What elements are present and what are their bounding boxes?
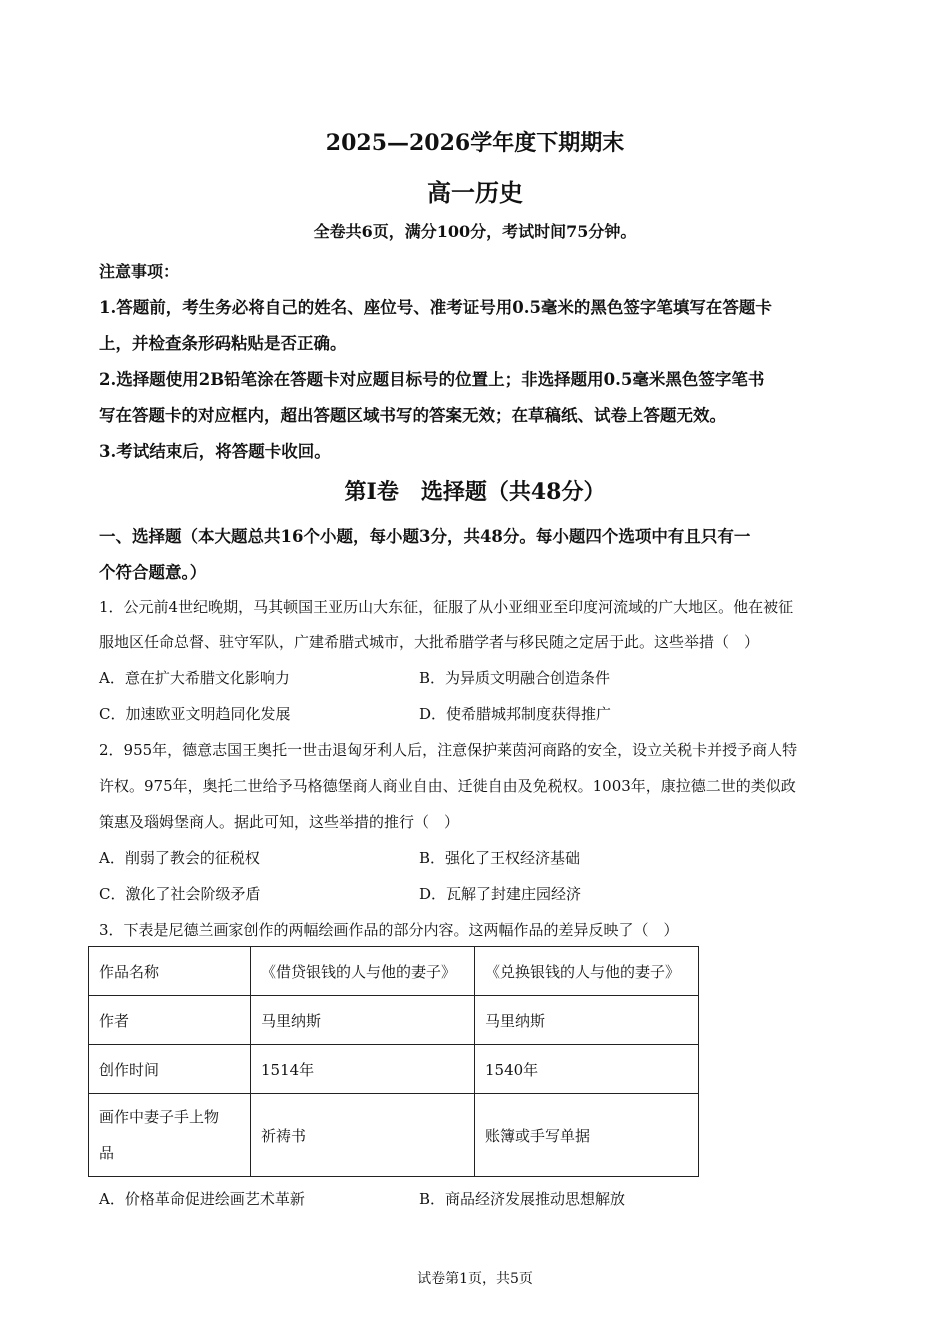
exam-subject: 高一历史 bbox=[427, 178, 523, 207]
table-cell-label-line-1: 画作中妻子手上物 bbox=[99, 1108, 220, 1126]
notes-heading: 注意事项： bbox=[99, 262, 180, 281]
q1-option-c: C．加速欧亚文明趋同化发展 bbox=[99, 705, 291, 723]
page-footer: 试卷第1页，共5页 bbox=[417, 1271, 533, 1287]
exam-title: 2025—2026学年度下期期末 bbox=[325, 130, 625, 156]
table-cell: 创作时间 bbox=[89, 1045, 251, 1094]
table-cell: 《兑换银钱的人与他的妻子》 bbox=[475, 947, 699, 996]
table-cell: 账簿或手写单据 bbox=[475, 1094, 699, 1177]
table-cell: 1514年 bbox=[251, 1045, 475, 1094]
q1-stem-2: 服地区任命总督、驻守军队，广建希腊式城市，大批希腊学者与移民随之定居于此。这些举措（ ） bbox=[99, 633, 760, 651]
exam-info: 全卷共6页，满分100分，考试时间75分钟。 bbox=[313, 222, 637, 241]
notes-line-5: 3.考试结束后，将答题卡收回。 bbox=[99, 442, 331, 461]
table-row bbox=[89, 1045, 699, 1094]
q2-option-c: C．激化了社会阶级矛盾 bbox=[99, 885, 261, 903]
table-cell: 祈祷书 bbox=[251, 1094, 475, 1177]
q1-stem-1: 1．公元前4世纪晚期，马其顿国王亚历山大东征，征服了从小亚细亚至印度河流域的广大地区。他在被征 bbox=[99, 598, 794, 616]
artwork-table bbox=[88, 946, 699, 1177]
notes-line-2: 上，并检查条形码粘贴是否正确。 bbox=[99, 334, 347, 353]
table-cell: 作者 bbox=[89, 996, 251, 1045]
q2-option-d: D．瓦解了封建庄园经济 bbox=[419, 885, 582, 903]
q2-stem-2: 许权。975年，奥托二世给予马格德堡商人商业自由、迁徙自由及免税权。1003年，康拉德二世的类似政 bbox=[99, 777, 796, 795]
table-row bbox=[89, 1094, 699, 1177]
table-cell: 1540年 bbox=[475, 1045, 699, 1094]
section-intro-2: 个符合题意。） bbox=[99, 563, 207, 582]
q3-stem-1: 3．下表是尼德兰画家创作的两幅绘画作品的部分内容。这两幅作品的差异反映了（ ） bbox=[99, 921, 679, 939]
table-cell bbox=[89, 1094, 251, 1177]
notes-line-4: 写在答题卡的对应框内，超出答题区域书写的答案无效；在草稿纸、试卷上答题无效。 bbox=[99, 406, 726, 425]
notes-line-1: 1.答题前，考生务必将自己的姓名、座位号、准考证号用0.5毫米的黑色签字笔填写在答题卡 bbox=[99, 298, 772, 317]
q3-option-a: A．价格革命促进绘画艺术革新 bbox=[99, 1190, 305, 1208]
table-row bbox=[89, 996, 699, 1045]
q1-option-a: A．意在扩大希腊文化影响力 bbox=[99, 669, 290, 687]
section-title: 第Ⅰ卷 选择题（共48分） bbox=[344, 479, 606, 505]
q1-option-b: B．为异质文明融合创造条件 bbox=[419, 669, 611, 687]
q1-option-d: D．使希腊城邦制度获得推广 bbox=[419, 705, 612, 723]
table-cell: 马里纳斯 bbox=[251, 996, 475, 1045]
table-cell: 马里纳斯 bbox=[475, 996, 699, 1045]
table-cell: 《借贷银钱的人与他的妻子》 bbox=[251, 947, 475, 996]
q2-stem-3: 策惠及瑙姆堡商人。据此可知，这些举措的推行（ ） bbox=[99, 813, 460, 831]
q2-option-a: A．削弱了教会的征税权 bbox=[99, 849, 260, 867]
q2-stem-1: 2．955年，德意志国王奥托一世击退匈牙利人后，注意保护莱茵河商路的安全，设立关税卡并授予商人特 bbox=[99, 741, 798, 759]
table-cell: 作品名称 bbox=[89, 947, 251, 996]
section-intro-1: 一、选择题（本大题总共16个小题，每小题3分，共48分。每小题四个选项中有且只有一 bbox=[99, 527, 751, 546]
notes-line-3: 2.选择题使用2B铅笔涂在答题卡对应题目标号的位置上；非选择题用0.5毫米黑色签字笔书 bbox=[99, 370, 765, 389]
table-cell-label-line-2: 品 bbox=[99, 1144, 115, 1162]
q3-option-b: B．商品经济发展推动思想解放 bbox=[419, 1190, 626, 1208]
table-row bbox=[89, 947, 699, 996]
q2-option-b: B．强化了王权经济基础 bbox=[419, 849, 581, 867]
